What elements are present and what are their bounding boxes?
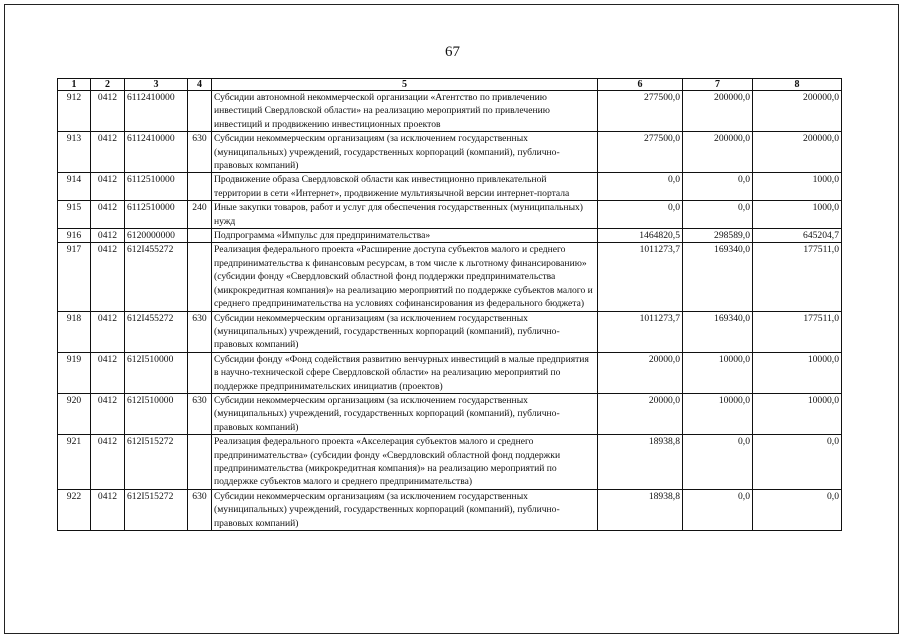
amount-col7-cell: 10000,0	[683, 352, 753, 393]
header-col-3: 3	[125, 79, 188, 91]
table-row	[58, 489, 842, 530]
expense-type-cell: 240	[188, 201, 212, 229]
section-code-cell: 0412	[91, 173, 125, 201]
target-article-cell: 612I515272	[125, 435, 188, 490]
amount-col8-cell: 645204,7	[753, 229, 842, 243]
amount-col8-cell: 1000,0	[753, 173, 842, 201]
item-name-cell: Субсидии некоммерческим организациям (за исключением государственных (муниципальных) учреждений, государственных корпораций (компаний), публично-правовых компаний)	[212, 132, 598, 173]
row-number-cell: 913	[58, 132, 91, 173]
amount-col6-cell: 18938,8	[598, 435, 683, 490]
row-number-cell: 915	[58, 201, 91, 229]
expense-type-cell	[188, 352, 212, 393]
amount-col8-cell: 177511,0	[753, 243, 842, 311]
table-row	[58, 201, 842, 229]
row-number-cell: 914	[58, 173, 91, 201]
item-name-cell: Реализация федерального проекта «Акселерация субъектов малого и среднего предпринимательства» (субсидии фонду «Свердловский областной фонд поддержки предпринимательства (микрокредитная компания)» на реализацию мероприятий по поддержке субъектов малого и среднего предпринимательства)	[212, 435, 598, 490]
target-article-cell: 6112410000	[125, 91, 188, 132]
table-row	[58, 132, 842, 173]
amount-col6-cell: 18938,8	[598, 489, 683, 530]
table-row	[58, 91, 842, 132]
amount-col8-cell: 0,0	[753, 435, 842, 490]
amount-col7-cell: 169340,0	[683, 311, 753, 352]
header-col-4: 4	[188, 79, 212, 91]
target-article-cell: 612I455272	[125, 243, 188, 311]
section-code-cell: 0412	[91, 311, 125, 352]
amount-col6-cell: 277500,0	[598, 91, 683, 132]
amount-col7-cell: 298589,0	[683, 229, 753, 243]
row-number-cell: 916	[58, 229, 91, 243]
page-number: 67	[445, 44, 460, 60]
row-number-cell: 922	[58, 489, 91, 530]
item-name-cell: Субсидии фонду «Фонд содействия развитию венчурных инвестиций в малые предприятия в научно-технической сфере Свердловской области» на реализацию мероприятий по поддержке предпринимательских инициатив (проектов)	[212, 352, 598, 393]
amount-col6-cell: 20000,0	[598, 393, 683, 434]
row-number-cell: 917	[58, 243, 91, 311]
expense-type-cell	[188, 229, 212, 243]
item-name-cell: Субсидии некоммерческим организациям (за исключением государственных (муниципальных) учреждений, государственных корпораций (компаний), публично-правовых компаний)	[212, 311, 598, 352]
target-article-cell: 612I510000	[125, 352, 188, 393]
amount-col8-cell: 200000,0	[753, 132, 842, 173]
header-col-1: 1	[58, 79, 91, 91]
amount-col7-cell: 10000,0	[683, 393, 753, 434]
amount-col8-cell: 10000,0	[753, 393, 842, 434]
target-article-cell: 612I515272	[125, 489, 188, 530]
expense-type-cell	[188, 173, 212, 201]
amount-col7-cell: 0,0	[683, 201, 753, 229]
row-number-cell: 918	[58, 311, 91, 352]
table-row	[58, 173, 842, 201]
amount-col7-cell: 200000,0	[683, 132, 753, 173]
amount-col7-cell: 169340,0	[683, 243, 753, 311]
amount-col8-cell: 0,0	[753, 489, 842, 530]
table-body	[58, 91, 842, 531]
amount-col6-cell: 1011273,7	[598, 243, 683, 311]
row-number-cell: 919	[58, 352, 91, 393]
amount-col6-cell: 20000,0	[598, 352, 683, 393]
row-number-cell: 920	[58, 393, 91, 434]
section-code-cell: 0412	[91, 352, 125, 393]
amount-col6-cell: 0,0	[598, 201, 683, 229]
section-code-cell: 0412	[91, 132, 125, 173]
expense-type-cell	[188, 243, 212, 311]
amount-col6-cell: 0,0	[598, 173, 683, 201]
table-row	[58, 393, 842, 434]
section-code-cell: 0412	[91, 201, 125, 229]
expense-type-cell	[188, 435, 212, 490]
section-code-cell: 0412	[91, 489, 125, 530]
target-article-cell: 6112510000	[125, 173, 188, 201]
section-code-cell: 0412	[91, 393, 125, 434]
target-article-cell: 612I510000	[125, 393, 188, 434]
item-name-cell: Субсидии некоммерческим организациям (за исключением государственных (муниципальных) учреждений, государственных корпораций (компаний), публично-правовых компаний)	[212, 393, 598, 434]
amount-col6-cell: 1464820,5	[598, 229, 683, 243]
expense-type-cell: 630	[188, 311, 212, 352]
header-col-8: 8	[753, 79, 842, 91]
section-code-cell: 0412	[91, 91, 125, 132]
row-number-cell: 921	[58, 435, 91, 490]
table-row	[58, 311, 842, 352]
table-row	[58, 243, 842, 311]
table-row	[58, 229, 842, 243]
item-name-cell: Подпрограмма «Импульс для предпринимательства»	[212, 229, 598, 243]
amount-col8-cell: 10000,0	[753, 352, 842, 393]
amount-col7-cell: 200000,0	[683, 91, 753, 132]
expense-type-cell: 630	[188, 489, 212, 530]
expense-type-cell: 630	[188, 393, 212, 434]
header-col-7: 7	[683, 79, 753, 91]
amount-col6-cell: 1011273,7	[598, 311, 683, 352]
section-code-cell: 0412	[91, 243, 125, 311]
item-name-cell: Субсидии автономной некоммерческой организации «Агентство по привлечению инвестиций Свердловской области» на реализацию мероприятий по привлечению инвестиций и продвижению инвестиционных проектов	[212, 91, 598, 132]
item-name-cell: Иные закупки товаров, работ и услуг для обеспечения государственных (муниципальных) нужд	[212, 201, 598, 229]
section-code-cell: 0412	[91, 435, 125, 490]
amount-col8-cell: 200000,0	[753, 91, 842, 132]
table-header-row	[58, 79, 842, 91]
target-article-cell: 6112510000	[125, 201, 188, 229]
header-col-6: 6	[598, 79, 683, 91]
header-col-5: 5	[212, 79, 598, 91]
row-number-cell: 912	[58, 91, 91, 132]
budget-table	[57, 78, 842, 531]
amount-col8-cell: 1000,0	[753, 201, 842, 229]
table-row	[58, 352, 842, 393]
amount-col6-cell: 277500,0	[598, 132, 683, 173]
item-name-cell: Реализация федерального проекта «Расширение доступа субъектов малого и среднего предпринимательства к финансовым ресурсам, в том числе к льготному финансированию» (субсидии фонду «Свердловский областной фонд поддержки предпринимательства (микрокредитная компания)» на реализацию мероприятий по поддержке субъектов малого и среднего предпринимательства на условиях софинансирования из федерального бюджета)	[212, 243, 598, 311]
target-article-cell: 6120000000	[125, 229, 188, 243]
amount-col7-cell: 0,0	[683, 435, 753, 490]
expense-type-cell	[188, 91, 212, 132]
amount-col8-cell: 177511,0	[753, 311, 842, 352]
section-code-cell: 0412	[91, 229, 125, 243]
target-article-cell: 6112410000	[125, 132, 188, 173]
amount-col7-cell: 0,0	[683, 173, 753, 201]
amount-col7-cell: 0,0	[683, 489, 753, 530]
item-name-cell: Продвижение образа Свердловской области как инвестиционно привлекательной территории в сети «Интернет», продвижение мультиязычной версии интернет-портала	[212, 173, 598, 201]
table-row	[58, 435, 842, 490]
header-col-2: 2	[91, 79, 125, 91]
expense-type-cell: 630	[188, 132, 212, 173]
target-article-cell: 612I455272	[125, 311, 188, 352]
item-name-cell: Субсидии некоммерческим организациям (за исключением государственных (муниципальных) учреждений, государственных корпораций (компаний), публично-правовых компаний)	[212, 489, 598, 530]
